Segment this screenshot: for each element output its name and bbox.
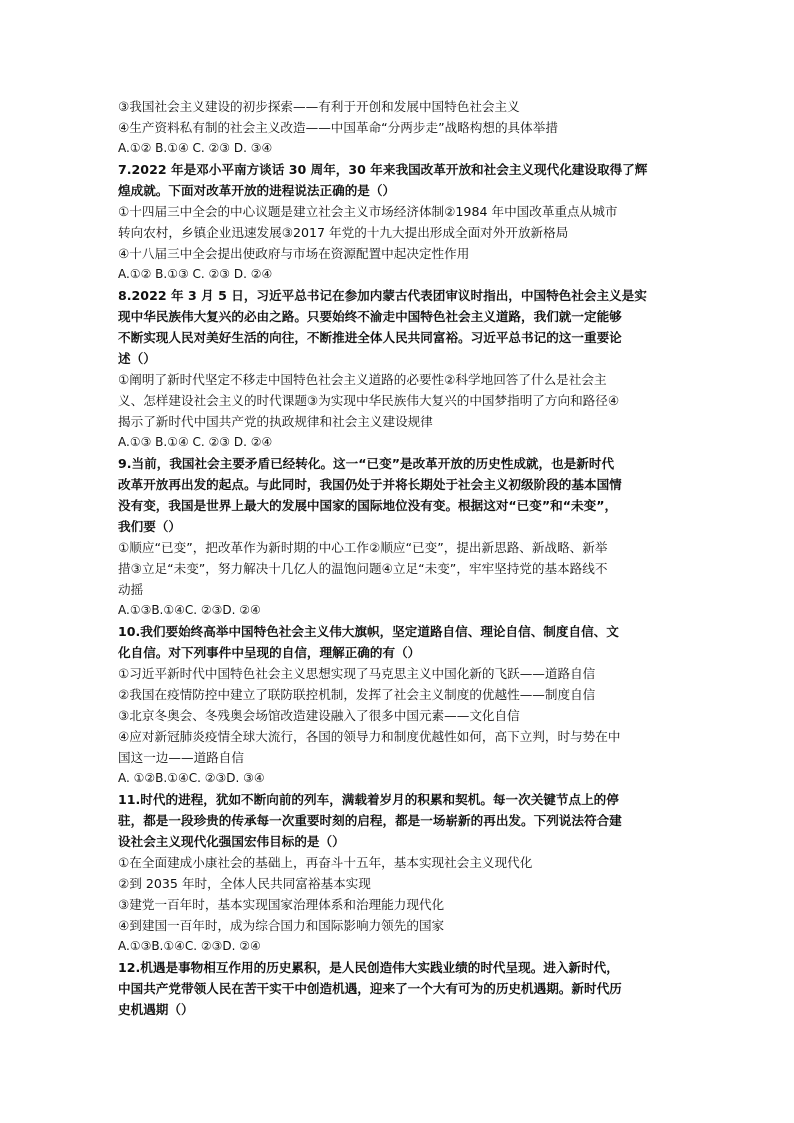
question-8: 8.2022 年 3 月 5 日，习近平总书记在参加内蒙古代表团审议时指出，中国特色社会主义是实 [118, 288, 647, 303]
text-line: ④应对新冠肺炎疫情全球大流行，各国的领导力和制度优越性如何，高下立判，时与势在中 [118, 729, 621, 744]
text-line: ②到 2035 年时，全体人民共同富裕基本实现 [118, 876, 371, 891]
text-line: 设社会主义现代化强国宏伟目标的是（） [118, 834, 345, 849]
text-line: 史机遇期（） [118, 1002, 194, 1017]
text-line: 现中华民族伟大复兴的必由之路。只要始终不渝走中国特色社会主义道路，我们就一定能够 [118, 309, 622, 324]
text-line: ②我国在疫情防控中建立了联防联控机制，发挥了社会主义制度的优越性——制度自信 [118, 687, 596, 702]
answer-options: A.①② B.①③ C. ②③ D. ②④ [118, 267, 273, 281]
text-line: 化自信。对下列事件中呈现的自信，理解正确的有（） [118, 645, 421, 660]
question-12: 12.机遇是事物相互作用的历史累积，是人民创造伟大实践业绩的时代呈现。进入新时代， [118, 960, 619, 975]
text-line: 驻，都是一段珍贵的传承每一次重要时刻的启程，都是一场崭新的再出发。下列说法符合建 [118, 813, 622, 828]
answer-options: A.①③B.①④C. ②③D. ②④ [118, 603, 261, 617]
text-line: ③建党一百年时，基本实现国家治理体系和治理能力现代化 [118, 897, 445, 912]
text-line: ①在全面建成小康社会的基础上，再奋斗十五年，基本实现社会主义现代化 [118, 855, 533, 870]
text-line: ①阐明了新时代坚定不移走中国特色社会主义道路的必要性②科学地回答了什么是社会主 [118, 372, 607, 387]
text-line: ①顺应“已变”，把改革作为新时期的中心工作②顺应“已变”，提出新思路、新战略、新举 [118, 540, 608, 555]
text-line: ①习近平新时代中国特色社会主义思想实现了马克思主义中国化新的飞跃——道路自信 [118, 666, 596, 681]
text-line: ④生产资料私有制的社会主义改造——中国革命“分两步走”战略构想的具体举措 [118, 120, 558, 135]
text-line: 揭示了新时代中国共产党的执政规律和社会主义建设规律 [118, 414, 433, 429]
text-line: ③我国社会主义建设的初步探索——有利于开创和发展中国特色社会主义 [118, 99, 520, 114]
text-line: 不断实现人民对美好生活的向往，不断推进全体人民共同富裕。习近平总书记的这一重要论 [118, 330, 622, 345]
text-line: ④到建国一百年时，成为综合国力和国际影响力领先的国家 [118, 918, 445, 933]
text-line: ①十四届三中全会的中心议题是建立社会主义市场经济体制②1984 年中国改革重点从城市 [118, 204, 618, 219]
question-7: 7.2022 年是邓小平南方谈话 30 周年，30 年来我国改革开放和社会主义现代化建设取得了辉 [118, 162, 648, 177]
text-line: 我们要（） [118, 519, 181, 534]
question-11: 11.时代的进程，犹如不断向前的列车，满载着岁月的积累和契机。每一次关键节点上的停 [118, 792, 619, 807]
answer-options: A.①③B.①④C. ②③D. ②④ [118, 939, 261, 953]
text-line: 转向农村，乡镇企业迅速发展③2017 年党的十九大提出形成全面对外开放新格局 [118, 225, 569, 240]
text-line: 动摇 [118, 582, 144, 597]
answer-options: A.①③ B.①④ C. ②③ D. ②④ [118, 435, 273, 449]
text-line: 改革开放再出发的起点。与此同时，我国仍处于并将长期处于社会主义初级阶段的基本国情 [118, 477, 622, 492]
text-line: 国这一边——道路自信 [118, 750, 244, 765]
text-line: ④十八届三中全会提出使政府与市场在资源配置中起决定性作用 [118, 246, 470, 261]
question-10: 10.我们要始终高举中国特色社会主义伟大旗帜，坚定道路自信、理论自信、制度自信、文 [118, 624, 619, 639]
text-line: 义、怎样建设社会主义的时代课题③为实现中华民族伟大复兴的中国梦指明了方向和路径④ [118, 393, 620, 408]
text-line: 述（） [118, 351, 156, 366]
text-line: 煌成就。下面对改革开放的进程说法正确的是（） [118, 183, 396, 198]
text-line: 措③立足“未变”，努力解决十几亿人的温饱问题④立足“未变”，牢牢坚持党的基本路线不 [118, 561, 608, 576]
text-line: 中国共产党带领人民在苦干实干中创造机遇，迎来了一个大有可为的历史机遇期。新时代历 [118, 981, 622, 996]
answer-options: A.①② B.①④ C. ②③ D. ③④ [118, 141, 273, 155]
answer-options: A. ①②B.①④C. ②③D. ③④ [118, 771, 265, 785]
text-line: 没有变，我国是世界上最大的发展中国家的国际地位没有变。根据这对“已变”和“未变”， [118, 498, 618, 513]
question-9: 9.当前，我国社会主要矛盾已经转化。这一“已变”是改革开放的历史性成就，也是新时代 [118, 456, 615, 471]
text-line: ③北京冬奥会、冬残奥会场馆改造建设融入了很多中国元素——文化自信 [118, 708, 520, 723]
